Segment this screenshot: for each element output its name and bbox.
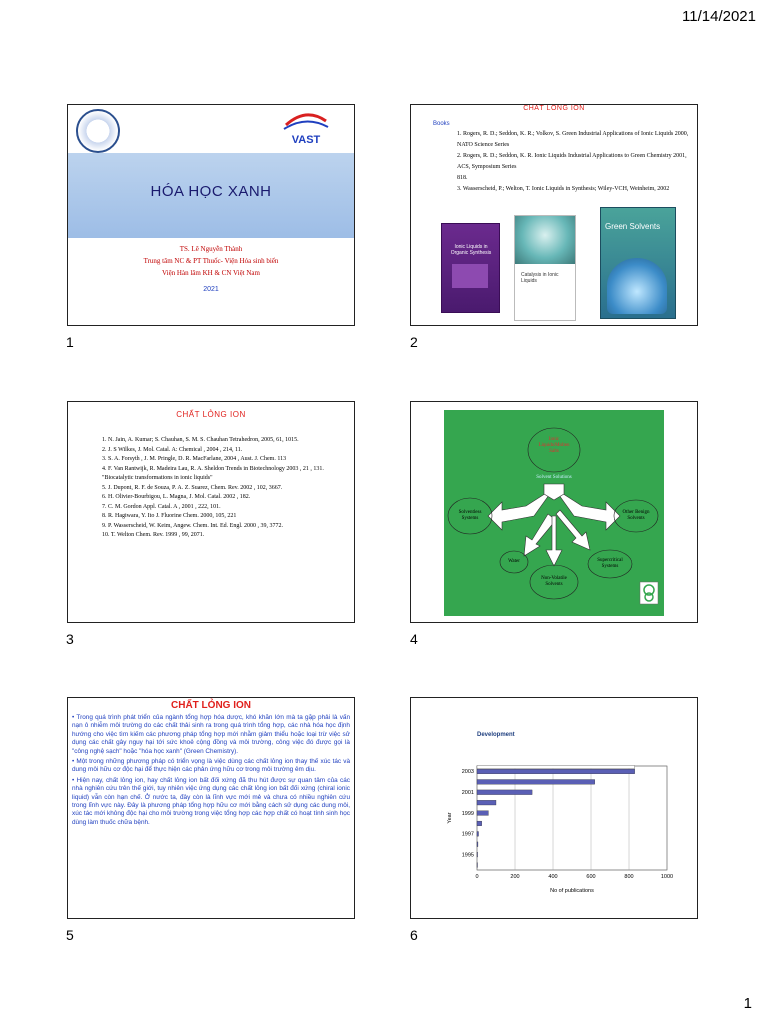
book-cover-title: Green Solvents [605,222,661,231]
reference-item: 1. Rogers, R. D.; Seddon, K. R.; Volkov, S. Green Industrial Applications of Ionic Liquids 2000, NATO Science Series [457,131,689,148]
body-paragraph: • Một trong những phương pháp có triển vọng là việc dùng các chất lỏng ion thay thế xúc tác và dung môi hữu cơ độc hại để thực hiện các phản ứng hữu cơ trong môi trường êm dịu. [72,758,350,774]
reference-item: 2. Rogers, R. D.; Seddon, K. R. Ionic Liquids Industrial Applications to Green Chemistry 2001, ACS, Symposium Series [457,153,687,170]
reference-item: 5. J. Dupont, R. F. de Souza, P. A. Z. Suarez, Chem. Rev. 2002 , 102, 3667. [102,484,283,491]
institute-emblem-icon [76,109,120,153]
book-cover [441,223,500,313]
books-label: Books [433,121,450,127]
node-solvent-solutions: Solvent Solutions [536,475,572,480]
y-tick-label: 2001 [461,790,474,796]
slide-year: 2021 [203,286,219,293]
x-tick-label: 800 [624,874,634,880]
slide-title: HÓA HỌC XANH [150,183,272,200]
page-number: 1 [743,995,752,1012]
book-cover-title: Ionic Liquids in Organic Synthesis [450,244,492,256]
slide-5[interactable] [67,697,355,919]
author-affiliation: Trung tâm NC & PT Thuốc- Viện Hóa sinh biển [143,257,279,265]
slide-6[interactable] [410,697,698,919]
slide-4[interactable] [410,401,698,623]
slide-number: 4 [410,631,418,647]
x-tick-label: 1000 [660,874,674,880]
book-cover [600,207,676,319]
reference-item: 3. Wasserscheid, P.; Welton, T. Ionic Liquids in Synthesis; Wiley-VCH, Weinheim, 2002 [457,186,670,192]
reference-item: 818. [457,175,468,181]
reference-item: 2. J. S Wilkes, J. Mol. Catal. A: Chemical , 2004 , 214, 11. [102,446,243,453]
node-solventless-systems: Solventless Systems [458,510,482,521]
x-tick-label: 600 [586,874,596,880]
x-tick-label: 400 [548,874,558,880]
x-tick-label: 0 [475,874,479,880]
slide-2[interactable] [410,104,698,326]
title-band [68,153,354,238]
book-cover-image [607,258,667,314]
x-axis-label: No of publications [550,888,594,894]
slide-1[interactable] [67,104,355,326]
reference-list [102,436,352,541]
book-cover [514,215,576,321]
body-paragraph: • Trong quá trình phát triển của ngành tổng hợp hóa dược, khó khăn lớn mà ta gặp phải là vấn nạn ô nhiễm môi trường do các chất thải sinh ra trong quá trình tổng hợp, các nhà hóa học định hướng cho việc tìm kiếm các phương pháp tổng hợp mới nhằm giảm thiểu hoặc loại trừ việc sử dụng các chất gây nguy hại tới sức khoẻ cộng đồng và môi trường, công việc đó được gọi là "công nghệ sạch" hoặc "hóa học xanh" (Green Chemistry). [72,714,350,755]
chart-title: Development [477,732,515,738]
slide-title: CHẤT LỎNG ION [523,105,585,112]
author-institution: Viện Hàn lâm KH & CN Việt Nam [162,269,260,277]
bar [477,842,478,847]
slide-title: CHẤT LỎNG ION [176,410,246,419]
node-water: Water [508,559,520,564]
bar [477,832,479,837]
slide-3[interactable] [67,401,355,623]
node-other-benign-solvents: Other Benign Solvents [622,510,650,521]
reference-item: 6. H. Olivier-Bourbigou, L. Magna, J. Mol. Catal. 2002 , 182. [102,494,251,500]
bar [477,811,488,816]
y-tick-label: 2003 [461,769,474,776]
reference-item: 3. S. A. Forsyth , J. M. Pringle, D. R. MacFarlane, 2004 , Aust. J. Chem. 113 [102,456,287,462]
reference-item: 7. C. M. Gordon Appl. Catal. A , 2001 , 222, 101. [102,503,221,510]
slide-number: 1 [66,334,74,350]
book-cover-image [452,264,488,288]
bar [477,765,635,768]
solvent-diagram [444,410,664,616]
bar [477,769,635,774]
slide-body [72,714,350,829]
bar [477,852,478,857]
slide-number: 3 [66,631,74,647]
bar [477,821,482,826]
vast-logo-text: VAST [291,134,321,146]
y-tick-label: 1995 [461,852,474,859]
y-axis-label: Year [447,812,453,824]
author-block [68,243,354,279]
book-cover-image [515,216,575,264]
x-tick-label: 200 [510,874,520,880]
vast-logo [276,111,336,147]
book-cover-title: Catalysis in Ionic Liquids [521,272,559,284]
bar [477,790,532,795]
y-tick-label: 1999 [461,810,474,817]
slide-title: CHẤT LỎNG ION [171,700,251,711]
reference-item: 9. P. Wasserscheid, W. Keim, Angew. Chem. Int. Ed. Engl. 2000 , 39, 3772. [102,522,284,529]
bar [477,800,496,805]
y-tick-label: 1997 [461,831,474,838]
reference-item: 1. N. Jain, A. Kumar; S. Chauhan, S. M. S. Chauhan Tetrahedron, 2005, 61, 1015. [102,437,299,443]
publications-chart [411,698,697,918]
reference-item: 8. R. Hagiwara, Y. Ito J. Fluorine Chem. 2000, 105, 221 [102,513,237,519]
reference-item: 10. T. Welton Chem. Rev. 1999 , 99, 2071. [102,532,205,538]
slide-number: 6 [410,927,418,943]
reference-list [457,129,693,195]
author-name: TS. Lê Nguyễn Thành [179,245,243,253]
reference-item: 4. F. Van Rantwijk, R. Madeira Lau, R. A. Sheldon Trends in Biotechnology 2003 , 21 , 131. "Biocatalytic transformations in ionic liquids" [102,465,324,481]
bar [477,780,595,785]
bar [477,863,478,868]
node-supercritical-systems: Supercritical Systems [597,558,623,569]
body-paragraph: • Hiện nay, chất lỏng ion, hay chất lỏng ion bất đối xứng đã thu hút được sự quan tâm của các nhà nghiên cứu trên thế giới, tuy nhiên việc ứng dụng các chất lỏng ion bất đối xứng (chiral ionic liquid) vẫn còn hạn chế. Ở nước ta, đây còn là lĩnh vực mới mẻ và chưa có nhiều nghiên cứu trong lĩnh vực này. Đây là phương pháp tổng hợp hữu cơ mới bằng cách sử dụng các dung môi, xúc tác mới không độc hại cho môi trường trong việc tổng hợp các hợp chất có hoạt tính sinh học dùng làm thuốc chữa bệnh. [72,776,350,826]
node-ionic-liquids: Ionic Liquids/Molten Salts [538,437,570,454]
slide-number: 2 [410,334,418,350]
print-date: 11/14/2021 [682,8,756,25]
node-non-volatile-solvents: Non-Volatile Solvents [541,576,567,587]
slide-number: 5 [66,927,74,943]
